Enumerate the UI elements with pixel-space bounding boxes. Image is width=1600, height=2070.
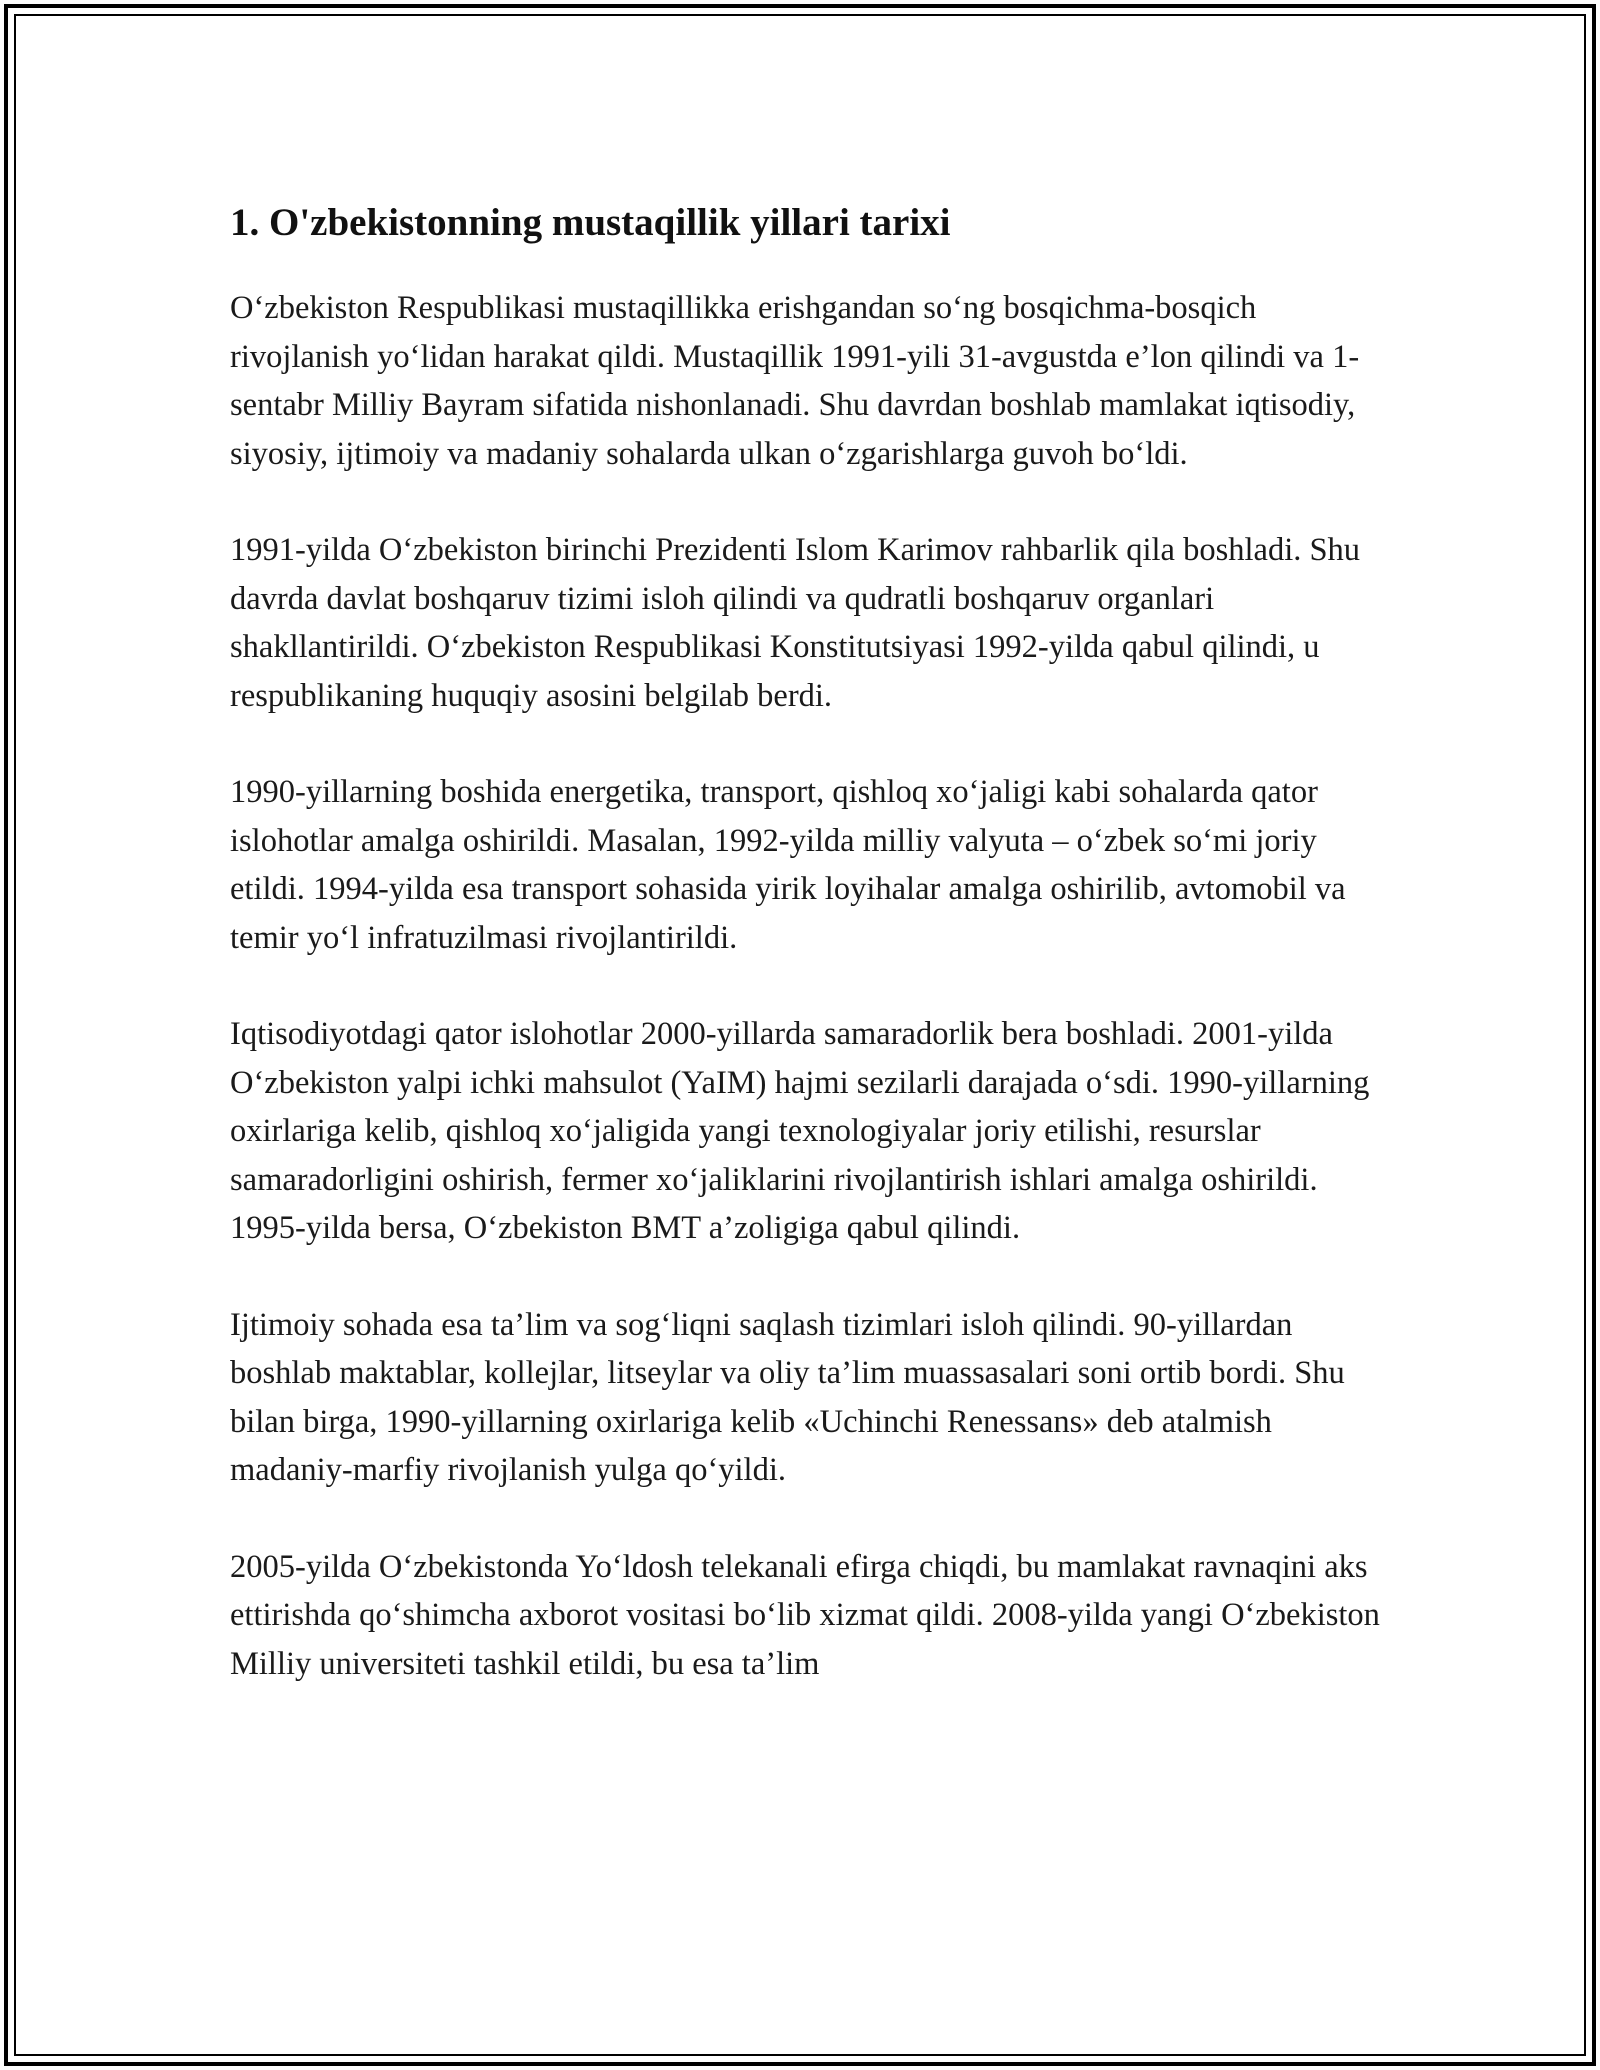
- paragraph-6: 2005-yilda O‘zbekistonda Yo‘ldosh telekanali efirga chiqdi, bu mamlakat ravnaqini aks ettirishda qo‘shimcha axborot vositasi bo‘lib xizmat qildi. 2008-yilda yangi O‘zbekiston Milliy universiteti tashkil etildi, bu esa ta’lim: [230, 1548, 1380, 1682]
- paragraph-4: Iqtisodiyotdagi qator islohotlar 2000-yillarda samaradorlik bera boshladi. 2001-yilda O‘zbekiston yalpi ichki mahsulot (YaIM) hajmi sezilarli darajada o‘sdi. 1990-yillarning oxirlariga kelib, qishloq xo‘jaligida yangi texnologiyalar joriy etilishi, resurslar samaradorligini oshirish, fermer xo‘jaliklarini rivojlantirish ishlari amalga oshirildi. 1995-yilda bersa, O‘zbekiston BMT a’zoligiga qabul qilindi.: [230, 1016, 1370, 1246]
- paragraph-3: 1990-yillarning boshida energetika, transport, qishloq xo‘jaligi kabi sohalarda qator islohotlar amalga oshirildi. Masalan, 1992-yilda milliy valyuta – o‘zbek so‘mi joriy etildi. 1994-yilda esa transport sohasida yirik loyihalar amalga oshirilib, avtomobil va temir yo‘l infratuzilmasi rivojlantirildi.: [230, 774, 1346, 956]
- paragraph-1: O‘zbekiston Respublikasi mustaqillikka erishgandan so‘ng bosqichma-bosqich rivojlanish yo‘lidan harakat qildi. Mustaqillik 1991-yili 31-avgustda e’lon qilindi va 1-sentabr Milliy Bayram sifatida nishonlanadi. Shu davrdan boshlab mamlakat iqtisodiy, siyosiy, ijtimoiy va madaniy sohalarda ulkan o‘zgarishlarga guvoh bo‘ldi.: [230, 290, 1360, 472]
- paragraph-2: 1991-yilda O‘zbekiston birinchi Prezidenti Islom Karimov rahbarlik qila boshladi. Shu davrda davlat boshqaruv tizimi isloh qilindi va qudratli boshqaruv organlari shakllantirildi. O‘zbekiston Respublikasi Konstitutsiyasi 1992-yilda qabul qilindi, u respublikaning huquqiy asosini belgilab berdi.: [230, 532, 1361, 714]
- document-content: [230, 194, 1380, 1736]
- document-title: 1. O'zbekistonning mustaqillik yillari tarixi: [230, 201, 951, 244]
- paragraph-5: Ijtimoiy sohada esa ta’lim va sog‘liqni saqlash tizimlari isloh qilindi. 90-yillardan boshlab maktablar, kollejlar, litseylar va oliy ta’lim muassasalari soni ortib bordi. Shu bilan birga, 1990-yillarning oxirlariga kelib «Uchinchi Renessans» deb atalmish madaniy-marfiy rivojlanish yulga qo‘yildi.: [230, 1306, 1345, 1488]
- document-page: [4, 4, 1596, 2066]
